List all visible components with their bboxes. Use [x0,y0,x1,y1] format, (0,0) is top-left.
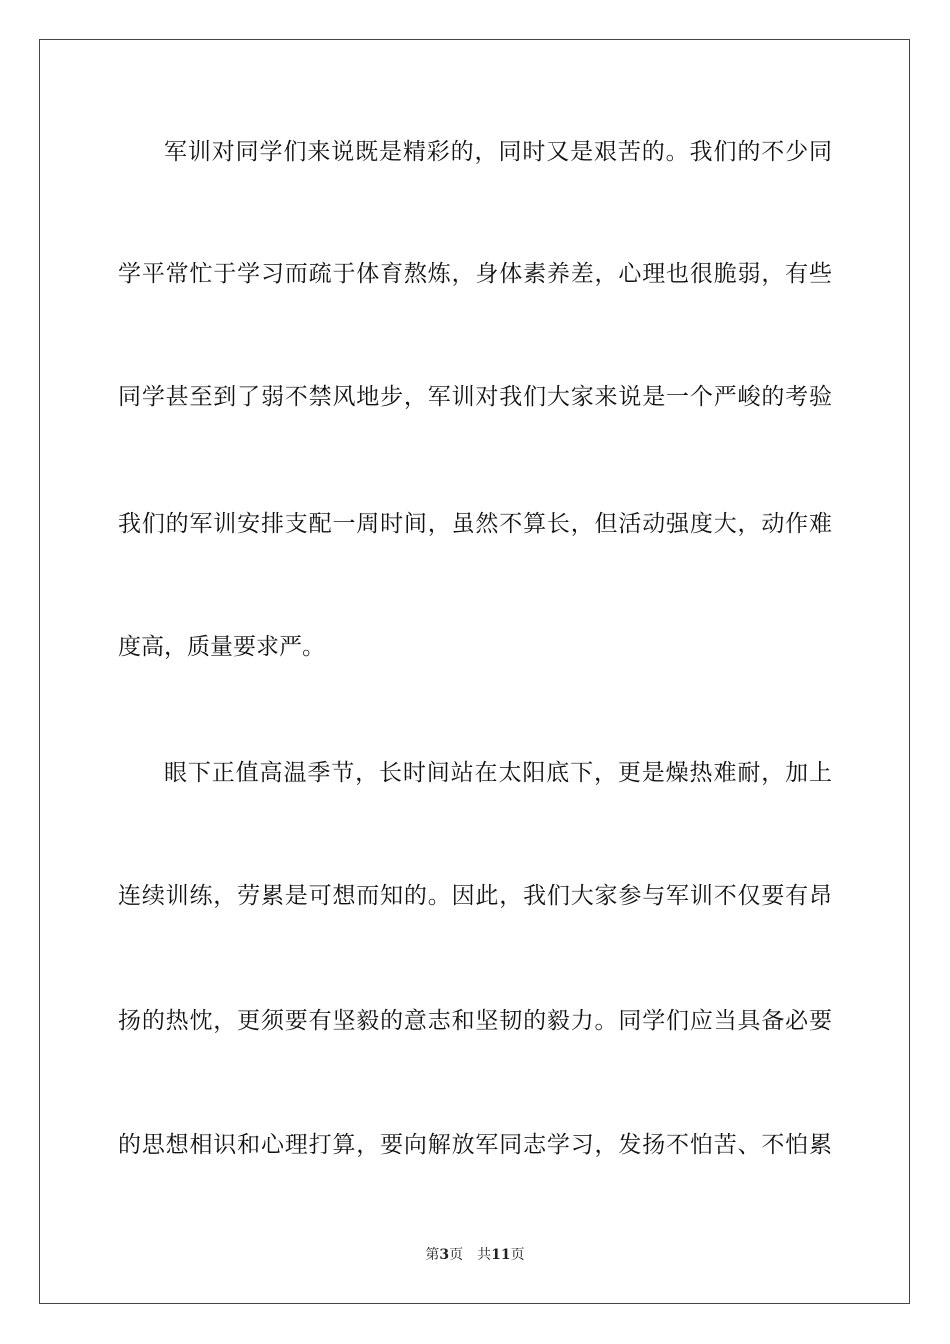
footer-prefix: 第 [425,1247,440,1263]
page-number: 3 [439,1247,450,1263]
text-line: 扬的热忱，更须要有坚毅的意志和坚韧的毅力。同学们应当具备必要 [118,1008,832,1034]
text-line: 军训对同学们来说既是精彩的，同时又是艰苦的。我们的不少同 [164,139,832,165]
text-line: 我们的军训安排支配一周时间，虽然不算长，但活动强度大，动作难 [118,511,832,537]
page-border [39,39,910,1304]
total-prefix: 共 [477,1247,492,1263]
text-line: 连续训练，劳累是可想而知的。因此，我们大家参与军训不仅要有昂 [118,883,832,909]
text-line: 的思想相识和心理打算，要向解放军同志学习，发扬不怕苦、不怕累 [118,1132,832,1158]
text-line: 眼下正值高温季节，长时间站在太阳底下，更是燥热难耐，加上 [164,760,832,786]
page-footer [0,1246,950,1264]
text-line: 度高，质量要求严。 [118,634,325,660]
text-line: 同学甚至到了弱不禁风地步，军训对我们大家来说是一个严峻的考验 [118,384,832,410]
page-suffix: 页 [449,1247,464,1263]
total-pages: 11 [491,1247,511,1263]
total-suffix: 页 [510,1247,525,1263]
text-line: 学平常忙于学习而疏于体育熬炼，身体素养差，心理也很脆弱，有些 [118,261,832,287]
